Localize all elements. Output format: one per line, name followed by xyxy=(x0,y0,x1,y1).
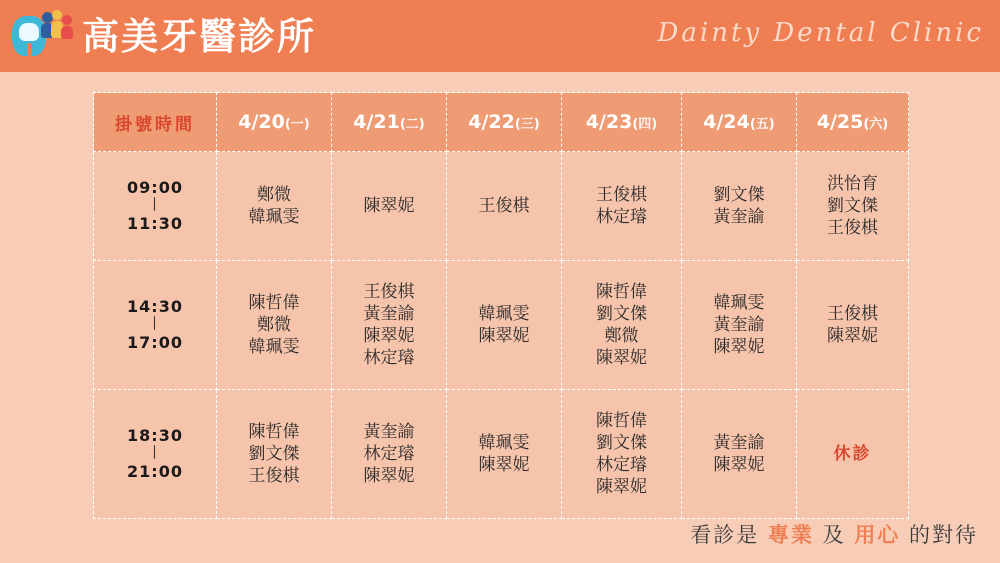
doctor-name: 王俊棋 xyxy=(248,466,300,486)
table-row xyxy=(94,261,909,390)
doctor-name: 黃奎諭 xyxy=(363,422,415,442)
day-weekday-2: (三) xyxy=(514,117,540,132)
day-weekday-3: (四) xyxy=(632,117,658,132)
day-date-3: 4/23 xyxy=(585,111,633,133)
day-header-0 xyxy=(217,93,332,152)
schedule-cell-0-4 xyxy=(682,152,797,261)
time-dash-1: ｜ xyxy=(147,317,162,332)
doctor-name: 劉文傑 xyxy=(596,433,647,453)
doctor-name: 陳哲偉 xyxy=(596,411,647,431)
day-date-0: 4/20 xyxy=(238,111,285,133)
doctor-name: 韓珮雯 xyxy=(248,207,300,227)
schedule-table-wrapper xyxy=(93,92,908,519)
schedule-cell-2-5 xyxy=(797,390,909,519)
day-weekday-0: (一) xyxy=(284,117,310,132)
time-slot-0 xyxy=(94,152,217,261)
clinic-logo xyxy=(12,10,316,62)
doctor-name: 鄭微 xyxy=(257,315,291,335)
doctor-name: 陳翠妮 xyxy=(478,455,530,475)
schedule-cell-0-1 xyxy=(332,152,447,261)
doctor-name: 王俊棋 xyxy=(363,282,415,302)
day-header-2 xyxy=(447,93,562,152)
doctor-name: 黃奎諭 xyxy=(713,433,765,453)
clinic-name-zh: 高美牙醫診所 xyxy=(82,14,316,58)
time-end-0: 11:30 xyxy=(127,214,183,233)
doctor-name: 韓珮雯 xyxy=(248,337,300,357)
time-dash-2: ｜ xyxy=(147,446,162,461)
tooth-with-children-icon xyxy=(12,10,76,62)
doctor-name: 劉文傑 xyxy=(713,185,765,205)
schedule-table xyxy=(93,92,909,519)
doctor-name: 陳哲偉 xyxy=(596,282,647,302)
doctor-name: 劉文傑 xyxy=(827,196,878,216)
child-head-icon-3 xyxy=(62,15,72,25)
doctor-name: 陳翠妮 xyxy=(713,455,765,475)
schedule-cell-2-4 xyxy=(682,390,797,519)
schedule-cell-1-0 xyxy=(217,261,332,390)
doctor-name: 鄭微 xyxy=(257,185,291,205)
doctor-name: 陳翠妮 xyxy=(363,466,415,486)
time-end-2: 21:00 xyxy=(127,462,183,481)
day-weekday-4: (五) xyxy=(749,117,775,132)
doctor-name: 陳翠妮 xyxy=(596,477,647,497)
doctor-name: 韓珮雯 xyxy=(713,293,765,313)
day-header-1 xyxy=(332,93,447,152)
clinic-name-en: Dainty Dental Clinic xyxy=(657,18,984,48)
footer-text-1: 看診是 xyxy=(690,523,768,547)
footer-highlight-2: 用心 xyxy=(854,523,901,547)
doctor-name: 劉文傑 xyxy=(596,304,647,324)
schedule-table-head xyxy=(94,93,909,152)
schedule-cell-2-2 xyxy=(447,390,562,519)
day-date-5: 4/25 xyxy=(816,111,864,133)
doctor-name: 韓珮雯 xyxy=(478,433,530,453)
time-dash-0: ｜ xyxy=(147,198,162,213)
schedule-cell-2-3 xyxy=(562,390,682,519)
schedule-cell-1-1 xyxy=(332,261,447,390)
day-weekday-5: (六) xyxy=(863,117,889,132)
doctor-name: 王俊棋 xyxy=(478,196,530,216)
doctor-name: 陳哲偉 xyxy=(248,293,300,313)
tooth-inner-shape xyxy=(19,23,39,41)
doctor-name: 王俊棋 xyxy=(596,185,647,205)
time-start-2: 18:30 xyxy=(127,426,183,445)
doctor-name: 林定璿 xyxy=(596,207,647,227)
doctor-name: 韓珮雯 xyxy=(478,304,530,324)
day-header-4 xyxy=(682,93,797,152)
header-row xyxy=(94,93,909,152)
doctor-name: 鄭微 xyxy=(604,326,639,346)
closed-label: 休診 xyxy=(833,444,872,464)
schedule-cell-0-3 xyxy=(562,152,682,261)
time-slot-2 xyxy=(94,390,217,519)
schedule-cell-0-2 xyxy=(447,152,562,261)
doctor-name: 陳翠妮 xyxy=(363,326,415,346)
day-header-5 xyxy=(797,93,909,152)
doctor-name: 王俊棋 xyxy=(827,218,878,238)
doctor-name: 洪怡育 xyxy=(827,174,878,194)
day-weekday-1: (二) xyxy=(399,117,425,132)
schedule-cell-1-3 xyxy=(562,261,682,390)
doctor-name: 王俊棋 xyxy=(827,304,878,324)
doctor-name: 黃奎諭 xyxy=(363,304,415,324)
doctor-name: 陳翠妮 xyxy=(713,337,765,357)
table-row xyxy=(94,390,909,519)
footer-highlight-1: 專業 xyxy=(767,523,814,547)
doctor-name: 黃奎諭 xyxy=(713,315,765,335)
time-start-0: 09:00 xyxy=(127,178,183,197)
day-header-3 xyxy=(562,93,682,152)
doctor-name: 劉文傑 xyxy=(248,444,300,464)
schedule-cell-1-5 xyxy=(797,261,909,390)
child-head-icon-2 xyxy=(52,10,62,20)
table-row xyxy=(94,152,909,261)
footer-text-3: 的對待 xyxy=(900,523,978,547)
time-column-header: 掛號時間 xyxy=(94,93,217,152)
schedule-table-body xyxy=(94,152,909,519)
schedule-cell-1-4 xyxy=(682,261,797,390)
doctor-name: 陳翠妮 xyxy=(596,348,647,368)
doctor-name: 黃奎諭 xyxy=(713,207,765,227)
time-slot-1 xyxy=(94,261,217,390)
doctor-name: 陳翠妮 xyxy=(827,326,878,346)
day-date-4: 4/24 xyxy=(703,111,750,133)
child-body-icon-3 xyxy=(61,26,73,39)
day-date-2: 4/22 xyxy=(468,111,515,133)
doctor-name: 林定璿 xyxy=(596,455,647,475)
doctor-name: 陳哲偉 xyxy=(248,422,300,442)
day-date-1: 4/21 xyxy=(353,111,400,133)
schedule-cell-2-0 xyxy=(217,390,332,519)
schedule-cell-2-1 xyxy=(332,390,447,519)
schedule-cell-0-0 xyxy=(217,152,332,261)
page-header xyxy=(0,0,1000,72)
time-end-1: 17:00 xyxy=(127,333,183,352)
footer-text-2: 及 xyxy=(813,523,855,547)
schedule-cell-0-5 xyxy=(797,152,909,261)
footer-slogan xyxy=(690,519,978,549)
schedule-cell-1-2 xyxy=(447,261,562,390)
doctor-name: 陳翠妮 xyxy=(363,196,415,216)
doctor-name: 陳翠妮 xyxy=(478,326,530,346)
time-start-1: 14:30 xyxy=(127,297,183,316)
doctor-name: 林定璿 xyxy=(363,444,415,464)
doctor-name: 林定璿 xyxy=(363,348,415,368)
